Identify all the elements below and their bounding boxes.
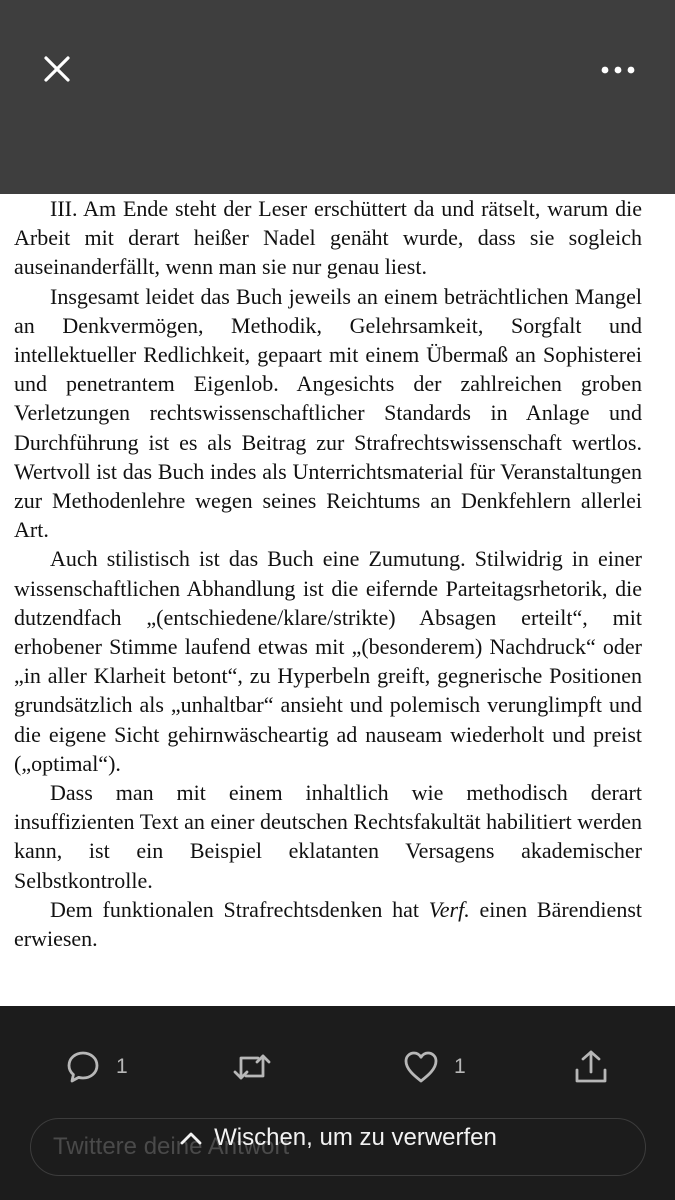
paragraph-3: Auch stilistisch ist das Buch eine Zumutung. Stilwidrig in einer wissenschaftlichen Abhandlung ist die eifernde Parteitagsrhetorik, die dutzendfach „(entschiedene/klare/strikte) Absagen erteilt“, mit erhobener Stimme laufend etwas mit „(besonderem) Nachdruck“ oder „in aller Klarheit betont“, zu Hyperbeln greift, gegnerische Positionen grundsätzlich als „unhaltbar“ ansieht und polemisch verunglimpft und die eigene Sicht gehirnwäscheartig ad nauseam wiederholt und preist („optimal“). [14,546,642,776]
more-options-button[interactable] [596,52,640,88]
paragraph-5-start: Dem funktionalen Strafrechtsdenken hat [50,896,429,922]
document-image [0,194,675,1006]
reply-count: 1 [116,1055,128,1078]
heart-icon [402,1048,440,1086]
close-icon [36,48,78,90]
paragraph-5-italic: Verf. [428,896,470,922]
paragraph-1: III. Am Ende steht der Leser erschüttert da und rätselt, warum die Arbeit mit derart heißer Nadel genäht wurde, dass sie sogleich auseinanderfällt, wenn man sie nur genau liest. [14,196,642,280]
reply-button[interactable] [64,1044,128,1090]
paragraph-5-end: einen Bärendienst erwiesen. [14,896,642,952]
reply-placeholder: Twittere deine Antwort [53,1133,290,1160]
close-button[interactable] [36,48,78,90]
chevron-up-icon [178,1129,204,1147]
paragraph-2: Insgesamt leidet das Buch jeweils an einem beträchtlichen Mangel an Denkvermögen, Methodik, Gelehrsamkeit, Sorgfalt und intellektueller Redlichkeit, gepaart mit einem Übermaß an Sophisterei und penetrantem Eigenlob. Angesichts der zahlreichen groben Verletzungen rechtswissenschaftlicher Standards in Anlage und Durchführung ist es als Beitrag zur Strafrechtswissenschaft wertlos. Wertvoll ist das Buch indes als Unterrichtsmaterial für Veranstaltungen zur Methodenlehre wegen seines Reichtums an Denkfehlern allerlei Art. [14,283,642,543]
like-count: 1 [454,1055,466,1078]
retweet-button[interactable] [232,1044,272,1090]
share-icon [572,1048,610,1086]
like-button[interactable] [402,1044,466,1090]
swipe-to-dismiss-hint[interactable] [0,1124,675,1152]
reply-icon [64,1048,102,1086]
more-horizontal-icon [596,52,640,88]
paragraph-5 [14,895,642,953]
share-button[interactable] [572,1044,610,1090]
top-bar [0,0,675,194]
document-text [14,194,642,953]
retweet-icon [232,1048,272,1086]
swipe-hint-label: Wischen, um zu verwerfen [214,1124,497,1151]
paragraph-4: Dass man mit einem inhaltlich wie methodisch derart insuffizienten Text an einer deutschen Rechtsfakultät habilitiert werden kann, ist ein Beispiel eklatanten Versagens akademischer Selbstkontrolle. [14,780,642,893]
